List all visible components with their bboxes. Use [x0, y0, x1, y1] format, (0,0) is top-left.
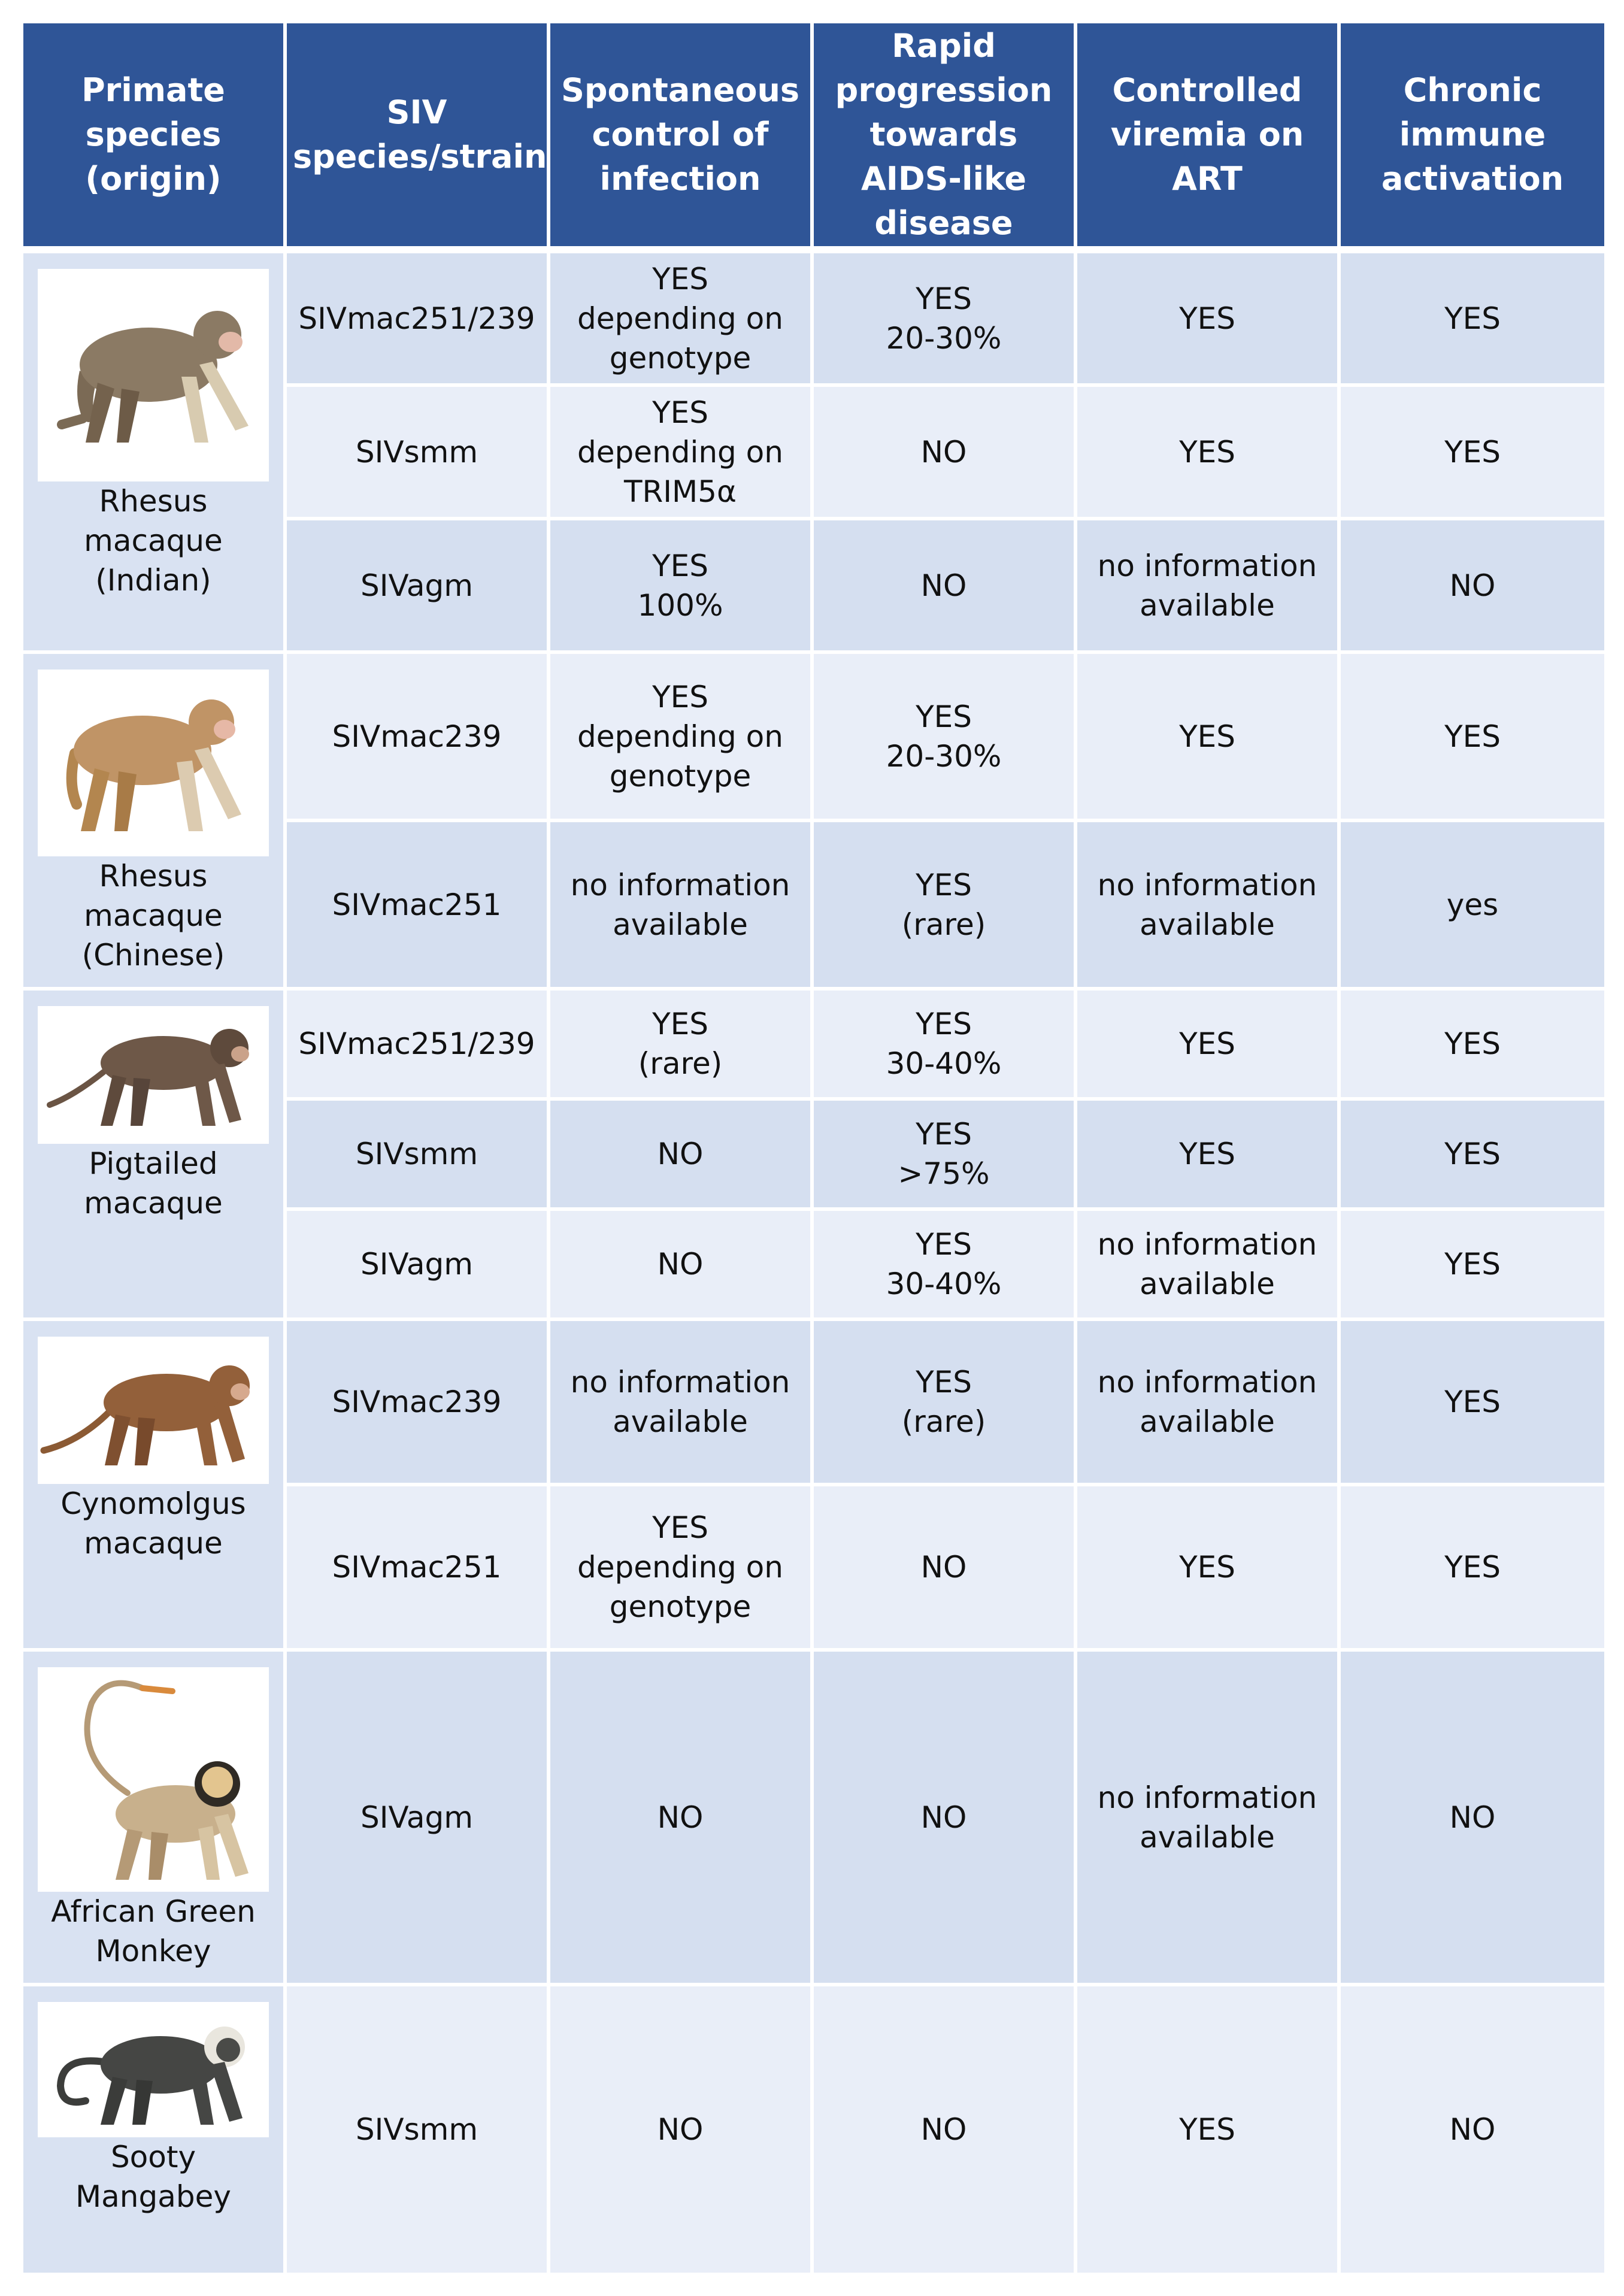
control-cell: NO [550, 1211, 814, 1321]
species-cell [23, 1321, 287, 1652]
header-chronic-activation: Chronic immune activation [1341, 23, 1604, 253]
control-cell: YES depending on genotype [550, 253, 814, 387]
art-cell: YES [1077, 1986, 1341, 2276]
species-cell [23, 654, 287, 991]
pigtailed-macaque-illustration [38, 1006, 269, 1144]
siv-primate-comparison-table [23, 23, 1604, 2276]
species-cell [23, 1986, 287, 2276]
activation-cell: YES [1341, 1486, 1604, 1652]
table-row [23, 991, 1604, 1101]
strain-cell: SIVmac251/239 [287, 253, 550, 387]
progression-cell: YES (rare) [814, 1321, 1077, 1486]
art-cell: YES [1077, 387, 1341, 520]
strain-cell: SIVmac239 [287, 1321, 550, 1486]
control-cell: no information available [550, 822, 814, 991]
strain-cell: SIVagm [287, 1211, 550, 1321]
art-cell: no information available [1077, 1652, 1341, 1986]
control-cell: NO [550, 1652, 814, 1986]
sooty-mangabey-illustration [38, 2002, 269, 2137]
activation-cell: NO [1341, 1986, 1604, 2276]
species-label: Cynomolgus macaque [60, 1486, 246, 1561]
activation-cell: YES [1341, 1211, 1604, 1321]
art-cell: YES [1077, 253, 1341, 387]
art-cell: YES [1077, 654, 1341, 822]
activation-cell: YES [1341, 1101, 1604, 1211]
species-cell [23, 991, 287, 1321]
progression-cell: YES (rare) [814, 822, 1077, 991]
activation-cell: YES [1341, 654, 1604, 822]
activation-cell: NO [1341, 520, 1604, 654]
control-cell: no information available [550, 1321, 814, 1486]
control-cell: YES depending on TRIM5α [550, 387, 814, 520]
control-cell: YES (rare) [550, 991, 814, 1101]
progression-cell: NO [814, 1652, 1077, 1986]
table-row [23, 654, 1604, 822]
progression-cell: YES >75% [814, 1101, 1077, 1211]
table-row [23, 1321, 1604, 1486]
progression-cell: YES 20-30% [814, 253, 1077, 387]
strain-cell: SIVagm [287, 520, 550, 654]
progression-cell: YES 20-30% [814, 654, 1077, 822]
header-spontaneous-control: Spontaneous control of infection [550, 23, 814, 253]
strain-cell: SIVmac251/239 [287, 991, 550, 1101]
table-row [23, 1986, 1604, 2276]
strain-cell: SIVmac251 [287, 822, 550, 991]
rhesus-macaque-illustration [38, 670, 269, 856]
table-row [23, 253, 1604, 387]
strain-cell: SIVagm [287, 1652, 550, 1986]
art-cell: no information available [1077, 1321, 1341, 1486]
cynomolgus-macaque-illustration [38, 1337, 269, 1484]
header-controlled-viremia: Controlled viremia on ART [1077, 23, 1341, 253]
header-row [23, 23, 1604, 253]
control-cell: NO [550, 1986, 814, 2276]
rhesus-macaque-illustration [38, 269, 269, 481]
species-label: African Green Monkey [51, 1894, 256, 1968]
strain-cell: SIVsmm [287, 387, 550, 520]
species-label: Pigtailed macaque [84, 1146, 223, 1220]
progression-cell: NO [814, 1486, 1077, 1652]
strain-cell: SIVmac239 [287, 654, 550, 822]
activation-cell: yes [1341, 822, 1604, 991]
strain-cell: SIVmac251 [287, 1486, 550, 1652]
art-cell: no information available [1077, 822, 1341, 991]
table-row [23, 1652, 1604, 1986]
control-cell: YES depending on genotype [550, 654, 814, 822]
activation-cell: YES [1341, 387, 1604, 520]
african-green-monkey-illustration [38, 1667, 269, 1892]
control-cell: NO [550, 1101, 814, 1211]
art-cell: YES [1077, 991, 1341, 1101]
control-cell: YES 100% [550, 520, 814, 654]
species-label: Rhesus macaque (Indian) [84, 484, 223, 598]
activation-cell: NO [1341, 1652, 1604, 1986]
activation-cell: YES [1341, 1321, 1604, 1486]
progression-cell: NO [814, 387, 1077, 520]
activation-cell: YES [1341, 253, 1604, 387]
art-cell: YES [1077, 1101, 1341, 1211]
species-cell [23, 1652, 287, 1986]
strain-cell: SIVsmm [287, 1986, 550, 2276]
progression-cell: YES 30-40% [814, 1211, 1077, 1321]
species-label: Rhesus macaque (Chinese) [81, 859, 225, 973]
art-cell: YES [1077, 1486, 1341, 1652]
header-siv-strain: SIV species/strain [287, 23, 550, 253]
progression-cell: NO [814, 1986, 1077, 2276]
strain-cell: SIVsmm [287, 1101, 550, 1211]
progression-cell: NO [814, 520, 1077, 654]
header-rapid-progression: Rapid progression towards AIDS-like disease [814, 23, 1077, 253]
header-primate-species: Primate species (origin) [23, 23, 287, 253]
progression-cell: YES 30-40% [814, 991, 1077, 1101]
control-cell: YES depending on genotype [550, 1486, 814, 1652]
activation-cell: YES [1341, 991, 1604, 1101]
art-cell: no information available [1077, 1211, 1341, 1321]
art-cell: no information available [1077, 520, 1341, 654]
species-cell [23, 253, 287, 654]
species-label: Sooty Mangabey [75, 2140, 231, 2214]
